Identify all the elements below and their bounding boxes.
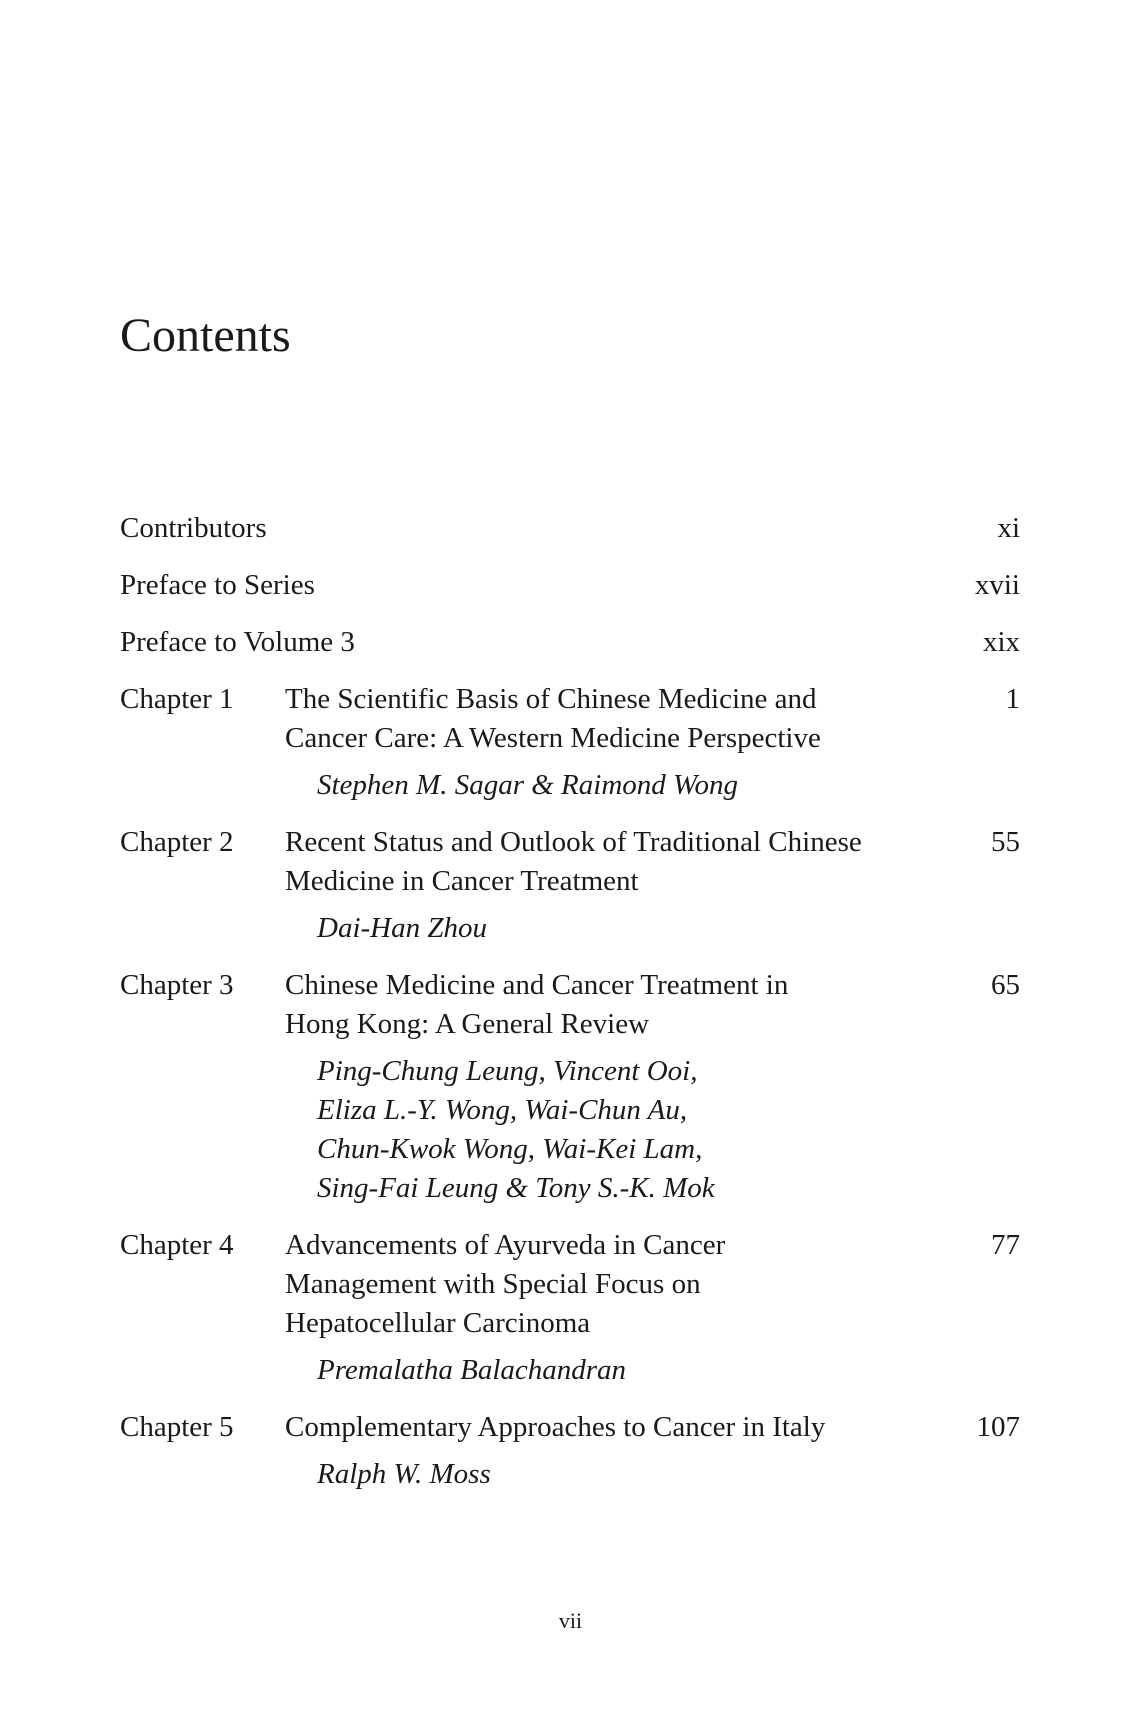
toc-entry-label: Contributors — [120, 512, 267, 544]
chapter-title-line: The Scientific Basis of Chinese Medicine and — [285, 683, 817, 715]
toc-entry-contributors — [120, 509, 1020, 548]
toc-chapter-3 — [120, 966, 1020, 1208]
chapter-title — [285, 966, 905, 1044]
toc-chapter-2 — [120, 823, 1020, 948]
toc-entry-label: Preface to Series — [120, 569, 315, 601]
chapter-title-line: Chinese Medicine and Cancer Treatment in — [285, 969, 789, 1001]
toc-entry-page: xi — [997, 512, 1020, 544]
chapter-title-line: Complementary Approaches to Cancer in Italy — [285, 1411, 826, 1443]
toc-entry-label: Preface to Volume 3 — [120, 626, 355, 658]
chapter-authors — [317, 766, 1020, 805]
chapter-page: 55 — [991, 826, 1020, 858]
chapter-author-line: Sing-Fai Leung & Tony S.-K. Mok — [317, 1172, 715, 1204]
toc-entry-preface-series — [120, 566, 1020, 605]
toc-entry-preface-volume — [120, 623, 1020, 662]
chapter-title-line: Hepatocellular Carcinoma — [285, 1307, 591, 1339]
chapter-title — [285, 823, 905, 901]
chapter-page: 1 — [1005, 683, 1020, 715]
toc-entry-page: xix — [982, 626, 1020, 658]
chapter-authors — [317, 1351, 1020, 1390]
chapter-author-line: Chun-Kwok Wong, Wai-Kei Lam, — [317, 1133, 703, 1165]
chapter-title-line: Medicine in Cancer Treatment — [285, 865, 639, 897]
chapter-authors — [317, 909, 1020, 948]
chapter-title — [285, 680, 905, 758]
chapter-label: Chapter 5 — [120, 1411, 234, 1443]
toc-entry-page: xvii — [974, 569, 1020, 601]
chapter-label: Chapter 4 — [120, 1229, 234, 1261]
toc-chapter-4 — [120, 1226, 1020, 1390]
chapter-page: 107 — [976, 1411, 1020, 1443]
chapter-page: 65 — [991, 969, 1020, 1001]
chapter-authors — [317, 1052, 1020, 1208]
table-of-contents — [120, 509, 1020, 1494]
chapter-label: Chapter 2 — [120, 826, 234, 858]
chapter-label: Chapter 1 — [120, 683, 234, 715]
chapter-author-line: Premalatha Balachandran — [317, 1354, 627, 1386]
chapter-title — [285, 1226, 905, 1343]
chapter-title-line: Hong Kong: A General Review — [285, 1008, 650, 1040]
chapter-author-line: Dai-Han Zhou — [317, 912, 487, 944]
chapter-author-line: Ping-Chung Leung, Vincent Ooi, — [317, 1055, 698, 1087]
chapter-author-line: Stephen M. Sagar & Raimond Wong — [317, 769, 739, 801]
chapter-author-line: Eliza L.-Y. Wong, Wai-Chun Au, — [317, 1094, 688, 1126]
chapter-title — [285, 1408, 905, 1447]
toc-chapter-1 — [120, 680, 1020, 805]
page-title: Contents — [120, 309, 291, 362]
chapter-author-line: Ralph W. Moss — [317, 1458, 491, 1490]
chapter-label: Chapter 3 — [120, 969, 234, 1001]
chapter-title-line: Cancer Care: A Western Medicine Perspective — [285, 722, 821, 754]
toc-chapter-5 — [120, 1408, 1020, 1494]
page-number: vii — [558, 1608, 583, 1633]
chapter-authors — [317, 1455, 1020, 1494]
chapter-title-line: Advancements of Ayurveda in Cancer — [285, 1229, 726, 1261]
chapter-title-line: Recent Status and Outlook of Traditional Chinese — [285, 826, 862, 858]
chapter-page: 77 — [991, 1229, 1020, 1261]
chapter-title-line: Management with Special Focus on — [285, 1268, 701, 1300]
